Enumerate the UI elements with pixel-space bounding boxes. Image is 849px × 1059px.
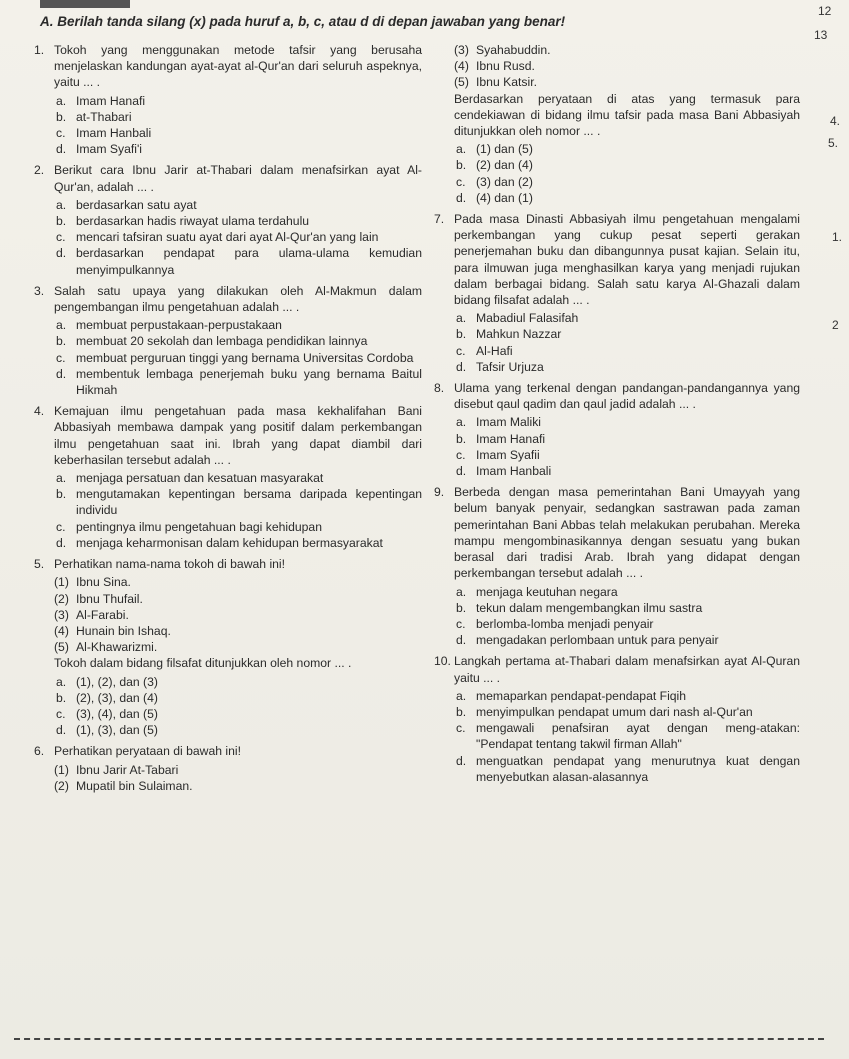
option[interactable]: a. menjaga persatuan dan kesatuan masyarakat	[56, 471, 324, 486]
option[interactable]: d. Tafsir Urjuza	[456, 359, 544, 374]
option[interactable]: a. membuat perpustakaan-perpustakaan	[56, 318, 282, 333]
option[interactable]: d. Imam Hanbali	[456, 464, 552, 479]
option[interactable]: c. (3) dan (2)	[456, 174, 533, 189]
option[interactable]: a. menjaga keutuhan negara	[456, 584, 618, 599]
option[interactable]: d. mengadakan perlombaan untuk para penyair	[456, 633, 719, 648]
left-column	[30, 42, 422, 794]
option[interactable]: b. (2), (3), dan (4)	[56, 690, 158, 705]
question-10: 10. Langkah pertama at-Thabari dalam menafsirkan ayat Al-Quran yaitu ... .	[434, 654, 800, 685]
option[interactable]: b. at-Thabari	[56, 109, 132, 124]
option[interactable]: d. (4) dan (1)	[456, 190, 533, 205]
option[interactable]: c. mencari tafsiran suatu ayat dari ayat Al-Qur'an yang lain	[56, 230, 379, 245]
right-column	[430, 42, 800, 785]
question-8: 8. Ulama yang terkenal dengan pandangan-pandangannya yang disebut qaul qadim dan qaul jadid adalah ... .	[434, 381, 800, 412]
list-item: (5) Al-Khawarizmi.	[54, 640, 158, 655]
margin-number: 2	[832, 318, 839, 332]
option[interactable]: b. berdasarkan hadis riwayat ulama terdahulu	[56, 214, 310, 229]
option[interactable]: d. menjaga keharmonisan dalam kehidupan bermasyarakat	[56, 535, 383, 550]
question-5: 5. Perhatikan nama-nama tokoh di bawah ini!	[34, 557, 286, 572]
margin-number: 4.	[830, 114, 841, 128]
question-5-prompt: Tokoh dalam bidang filsafat ditunjukkan oleh nomor ... .	[54, 656, 352, 671]
option[interactable]: b. mengutamakan kepentingan bersama daripada kepentingan individu	[56, 487, 422, 518]
option[interactable]: c. Imam Hanbali	[56, 126, 152, 141]
top-edge-strip	[40, 0, 130, 8]
bottom-divider	[14, 1038, 824, 1040]
option[interactable]: d. menguatkan pendapat yang menurutnya kuat dengan menyebutkan alasan-alasannya	[456, 753, 800, 784]
list-item: (4) Ibnu Rusd.	[454, 59, 535, 74]
question-6: 6. Perhatikan peryataan di bawah ini!	[34, 744, 241, 759]
question-6-prompt: Berdasarkan peryataan di atas yang termasuk para cendekiawan di bidang ilmu tafsir pada masa Bani Abbasiyah ditunjukkan oleh nomor ... .	[454, 91, 800, 139]
list-item: (3) Al-Farabi.	[54, 607, 129, 622]
option[interactable]: b. menyimpulkan pendapat umum dari nash al-Qur'an	[456, 704, 753, 719]
question-2: 2. Berikut cara Ibnu Jarir at-Thabari dalam menafsirkan ayat Al-Qur'an, adalah ... .	[34, 163, 422, 194]
option[interactable]: b. Imam Hanafi	[456, 431, 546, 446]
margin-number: 5.	[828, 136, 839, 150]
option[interactable]: a. memaparkan pendapat-pendapat Fiqih	[456, 688, 687, 703]
margin-number: 1.	[832, 230, 843, 244]
option[interactable]: a. Mabadiul Falasifah	[456, 311, 579, 326]
option[interactable]: b. Mahkun Nazzar	[456, 327, 562, 342]
option[interactable]: b. (2) dan (4)	[456, 158, 533, 173]
list-item: (3) Syahabuddin.	[454, 43, 551, 57]
option[interactable]: c. pentingnya ilmu pengetahuan bagi kehidupan	[56, 519, 322, 534]
list-item: (2) Ibnu Thufail.	[54, 591, 143, 606]
option[interactable]: d. membentuk lembaga penerjemah buku yang bernama Baitul Hikmah	[56, 366, 422, 398]
option[interactable]: c. membuat perguruan tinggi yang bernama Universitas Cordoba	[56, 350, 414, 365]
list-item: (1) Ibnu Jarir At-Tabari	[54, 762, 179, 777]
question-9: 9. Berbeda dengan masa pemerintahan Bani Umayyah yang belum banyak penyair, sedangkan sastrawan pada zaman pemerintahan Bani Abbas telah melakukan perubahan. Mereka mampu mengombinasikannya dengan sesuatu yang bukan berasal dari tradisi Arab. Ibrah yang didapat dengan perkembangan tersebut adalah ... .	[434, 485, 800, 581]
list-item: (5) Ibnu Katsir.	[454, 75, 537, 90]
option[interactable]: c. berlomba-lomba menjadi penyair	[456, 616, 654, 631]
option[interactable]: c. Al-Hafi	[456, 343, 513, 358]
question-3: 3. Salah satu upaya yang dilakukan oleh Al-Makmun dalam pengembangan ilmu pengetahuan adalah ... .	[34, 283, 422, 315]
list-item: (1) Ibnu Sina.	[54, 575, 131, 590]
option[interactable]: a. Imam Maliki	[456, 415, 542, 430]
option[interactable]: d. berdasarkan pendapat para ulama-ulama kemudian menyimpulkannya	[56, 246, 422, 277]
option[interactable]: c. mengawali penafsiran ayat dengan meng-atakan: "Pendapat tentang takwil firman Allah"	[456, 721, 800, 752]
question-1: 1. Tokoh yang menggunakan metode tafsir yang berusaha menjelaskan kandungan ayat-ayat al-Qur'an dari seluruh aspeknya, yaitu ... .	[34, 43, 422, 90]
option[interactable]: a. Imam Hanafi	[56, 93, 146, 108]
option[interactable]: c. (3), (4), dan (5)	[56, 706, 158, 721]
list-item: (4) Hunain bin Ishaq.	[54, 623, 171, 638]
question-7: 7. Pada masa Dinasti Abbasiyah ilmu pengetahuan mengalami perkembangan yang cukup pesat seperti gerakan penerjemahan buku dan dibangunnya pusat kajian. Selain itu, para ilmuwan juga menghasilkan karya yang menjadi rujukan dalam berbagai bidang. Salah satu karya Al-Ghazali dalam bidang filsafat adalah ... .	[434, 212, 800, 308]
corner-number-1: 12	[818, 4, 832, 18]
option[interactable]: a. (1) dan (5)	[456, 142, 533, 157]
option[interactable]: b. membuat 20 sekolah dan lembaga pendidikan lainnya	[56, 334, 368, 349]
section-header: A. Berilah tanda silang (x) pada huruf a, b, c, atau d di depan jawaban yang benar!	[40, 14, 566, 29]
corner-number-2: 13	[814, 28, 828, 42]
option[interactable]: d. Imam Syafi'i	[56, 142, 142, 157]
list-item: (2) Mupatil bin Sulaiman.	[54, 778, 193, 793]
option[interactable]: a. (1), (2), dan (3)	[56, 674, 158, 689]
option[interactable]: c. Imam Syafii	[456, 447, 540, 462]
option[interactable]: b. tekun dalam mengembangkan ilmu sastra	[456, 600, 703, 615]
question-4: 4. Kemajuan ilmu pengetahuan pada masa kekhalifahan Bani Abbasiyah membawa dampak yang positif dalam perkembangan ilmu pengetahuan saat ini. Ibrah yang dapat diambil dari keberhasilan tersebut adalah ... .	[34, 404, 422, 467]
option[interactable]: d. (1), (3), dan (5)	[56, 723, 158, 738]
option[interactable]: a. berdasarkan satu ayat	[56, 197, 197, 212]
